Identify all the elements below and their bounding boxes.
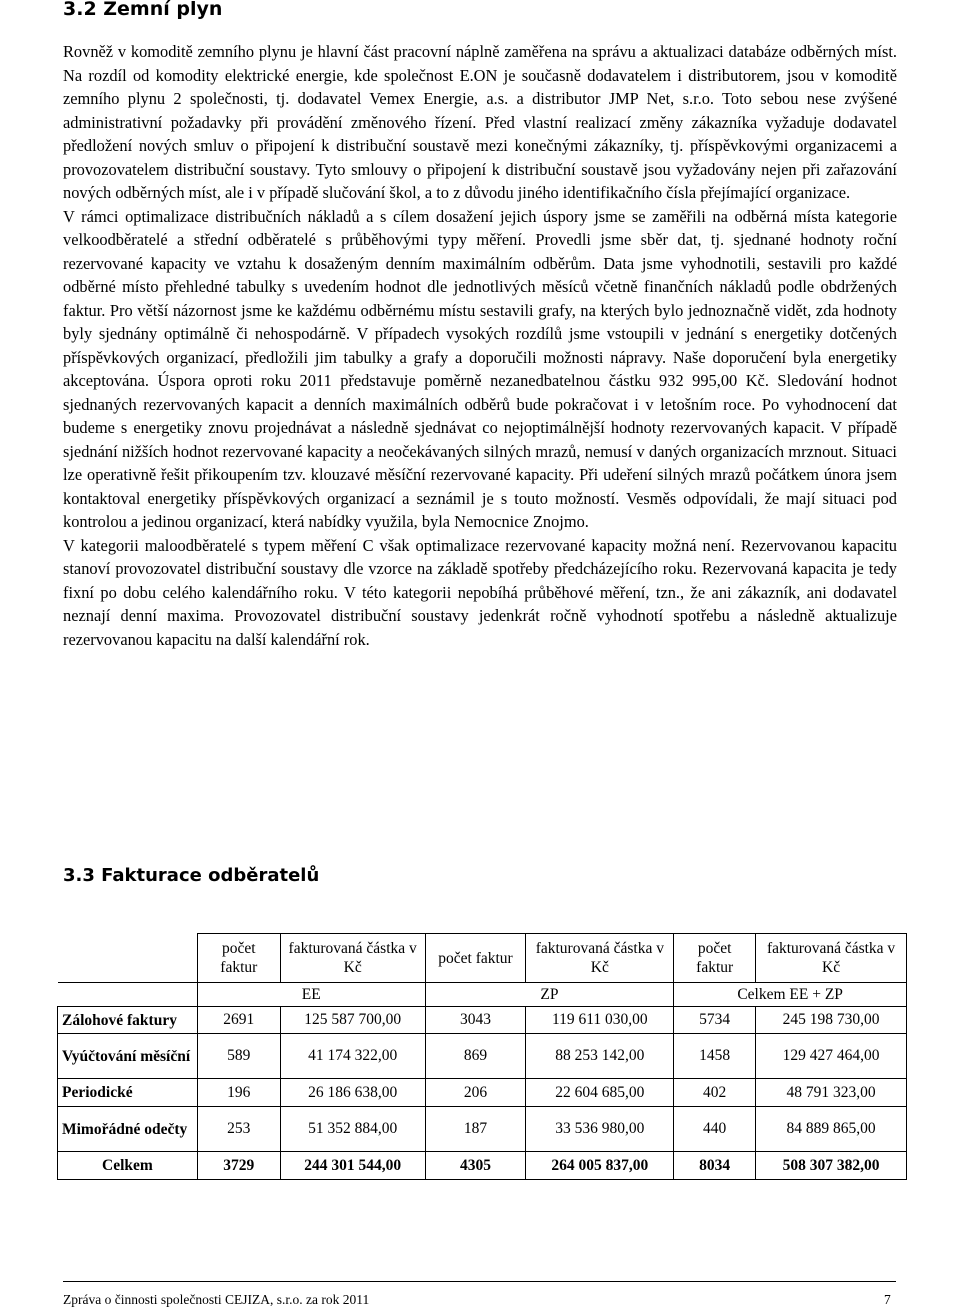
page-number: 7 xyxy=(884,1292,891,1307)
table-cell: 84 889 865,00 xyxy=(756,1107,907,1152)
row-label: Zálohové faktury xyxy=(58,1007,198,1034)
paragraph-3: V kategorii maloodběratelé s typem měření C však optimalizace rezervované kapacity možná není. Rezervovanou kapacitu stanoví provozovatel distribuční soustavy dle vzorce na základě spotřeby předcházejícího roku. Rezervovaná kapacita je tedy fixní po dobu celého kalendářního roku. V této kategorii nepobíhá průběhové měření, tzn., že ani zákazník, ani dodavatel neznají denní maxima. Provozovatel distribuční soustavy jedenkrát ročně vyhodnotí spotřebu a následně aktualizuje rezervovanou kapacitu na další kalendářní rok. xyxy=(63,535,897,649)
table-corner-cell xyxy=(58,934,198,983)
col-header: počet faktur xyxy=(674,934,756,983)
table-cell: 51 352 884,00 xyxy=(280,1107,425,1152)
table-corner-cell xyxy=(58,983,198,1007)
table-cell: 589 xyxy=(197,1034,280,1079)
col-header: počet faktur xyxy=(197,934,280,983)
col-header: fakturovaná částka v Kč xyxy=(526,934,674,983)
table-cell: 253 xyxy=(197,1107,280,1152)
table-cell: 8034 xyxy=(674,1152,756,1180)
table-cell: 1458 xyxy=(674,1034,756,1079)
table-cell: 4305 xyxy=(425,1152,526,1180)
table-cell: 48 791 323,00 xyxy=(756,1079,907,1107)
paragraph-1: Rovněž v komoditě zemního plynu je hlavní část pracovní náplně zaměřena na správu a aktualizaci databáze odběrných míst. Na rozdíl od komodity elektrické energie, kde společnost E.ON je současně dodavatelem i distributorem, jsou v komoditě zemního plynu 2 společnosti, tj. dodavatel Vemex Energie, a.s. a distributor JMP Net, s.r.o. Toto sebou nese zvýšené administrativní požadavky při provádění změnového řízení. Před vlastní realizací změny zákazníka vyžaduje dodavatel předložení nových smluv o připojení k distribuční soustavě mezi konečnými zákazníky, tj. příspěvkovými organizacemi a provozovatelem distribuční soustavy. Tyto smlouvy o připojení k distribuční soustavě jsou vyžadovány nejen při zařazování nových odběrných míst, ale i v případě slučování škol, a to z důvodu jiného identifikačního čísla přejímající organizace. xyxy=(63,42,897,202)
footer-text: Zpráva o činnosti společnosti CEJIZA, s.r.o. za rok 2011 xyxy=(63,1292,370,1307)
section-heading-fakturace: 3.3 Fakturace odběratelů xyxy=(63,865,320,886)
table-group-row xyxy=(58,983,907,1007)
table-cell: 88 253 142,00 xyxy=(526,1034,674,1079)
section-body xyxy=(63,40,897,651)
table-row xyxy=(58,1079,907,1107)
table-cell: 187 xyxy=(425,1107,526,1152)
group-header-zp: ZP xyxy=(425,983,674,1007)
table-header-row xyxy=(58,934,907,983)
section-heading-zemni-plyn: 3.2 Zemní plyn xyxy=(63,0,223,20)
table-cell: 206 xyxy=(425,1079,526,1107)
row-label: Vyúčtování měsíční xyxy=(58,1034,198,1079)
table-cell: 402 xyxy=(674,1079,756,1107)
table-cell: 26 186 638,00 xyxy=(280,1079,425,1107)
row-label: Mimořádné odečty xyxy=(58,1107,198,1152)
group-header-total: Celkem EE + ZP xyxy=(674,983,907,1007)
table-cell: 508 307 382,00 xyxy=(756,1152,907,1180)
table-cell: 129 427 464,00 xyxy=(756,1034,907,1079)
table-cell: 244 301 544,00 xyxy=(280,1152,425,1180)
invoicing-table xyxy=(57,933,907,1180)
col-header: fakturovaná částka v Kč xyxy=(756,934,907,983)
table-cell: 119 611 030,00 xyxy=(526,1007,674,1034)
table-cell: 125 587 700,00 xyxy=(280,1007,425,1034)
paragraph-2: V rámci optimalizace distribučních nákladů a s cílem dosažení jejich úspory jsme se zaměřili na odběrná místa kategorie velkoodběratelé a střední odběratelé s průběhovými typy měření. Provedli jsme sběr dat, tj. sjednané hodnoty roční rezervované kapacity ve vztahu k dosaženým denním maximálním odběrům. Data jsme vyhodnotili, sestavili pro každé odběrné místo přehledné tabulky s uvedením hodnot dle jednotlivých měsíců včetně finančních nákladů podle obdržených faktur. Pro větší názornost jsme ke každému odběrnému místu sestavili grafy, na kterých bylo jednoznačně vidět, zda hodnoty byly sjednány optimálně či nehospodárně. V případech vysokých rozdílů jsme vstoupili v jednání s energetiky dotčených příspěvkových organizací, předložili jim tabulky a grafy a doporučili možnosti nápravy. Naše doporučení byla energetiky akceptována. Úspora oproti roku 2011 představuje poměrně nezanedbatelnou částku 932 995,00 Kč. Sledování hodnot sjednaných rezervovaných kapacit a denních maximálních odběrů bude pokračovat i v letošním roce. Po vyhodnocení dat budeme s energetiky znovu projednávat a následně sjednávat co nejoptimálnější hodnoty rezervovaných kapacit. V případě sjednání nižších hodnot rezervované kapacity a neočekávaných silných mrazů, nemusí v daných organizacích mrznout. Situaci lze operativně řešit přikoupením tzv. klouzavé měsíční rezervované kapacity. Při udeření silných mrazů počátkem února jsem kontaktoval energetiky příspěvkových organizací a seznámil je s touto možností. Vesměs odpovídali, že mají situaci pod kontrolou a jedinou organizací, která nabídky využila, byla Nemocnice Znojmo. xyxy=(63,206,897,531)
table-cell: 33 536 980,00 xyxy=(526,1107,674,1152)
row-label: Periodické xyxy=(58,1079,198,1107)
table-row-total xyxy=(58,1152,907,1180)
table-cell: 196 xyxy=(197,1079,280,1107)
table-cell: 245 198 730,00 xyxy=(756,1007,907,1034)
table-cell: 5734 xyxy=(674,1007,756,1034)
col-header: počet faktur xyxy=(425,934,526,983)
table-row xyxy=(58,1034,907,1079)
group-header-ee: EE xyxy=(197,983,425,1007)
table-cell: 22 604 685,00 xyxy=(526,1079,674,1107)
col-header: fakturovaná částka v Kč xyxy=(280,934,425,983)
table-cell: 2691 xyxy=(197,1007,280,1034)
footer-divider xyxy=(63,1281,896,1282)
table-row xyxy=(58,1107,907,1152)
table-row xyxy=(58,1007,907,1034)
table-cell: 41 174 322,00 xyxy=(280,1034,425,1079)
table-cell: 869 xyxy=(425,1034,526,1079)
row-label: Celkem xyxy=(58,1152,198,1180)
table-cell: 3729 xyxy=(197,1152,280,1180)
table-cell: 264 005 837,00 xyxy=(526,1152,674,1180)
table-cell: 440 xyxy=(674,1107,756,1152)
table-cell: 3043 xyxy=(425,1007,526,1034)
